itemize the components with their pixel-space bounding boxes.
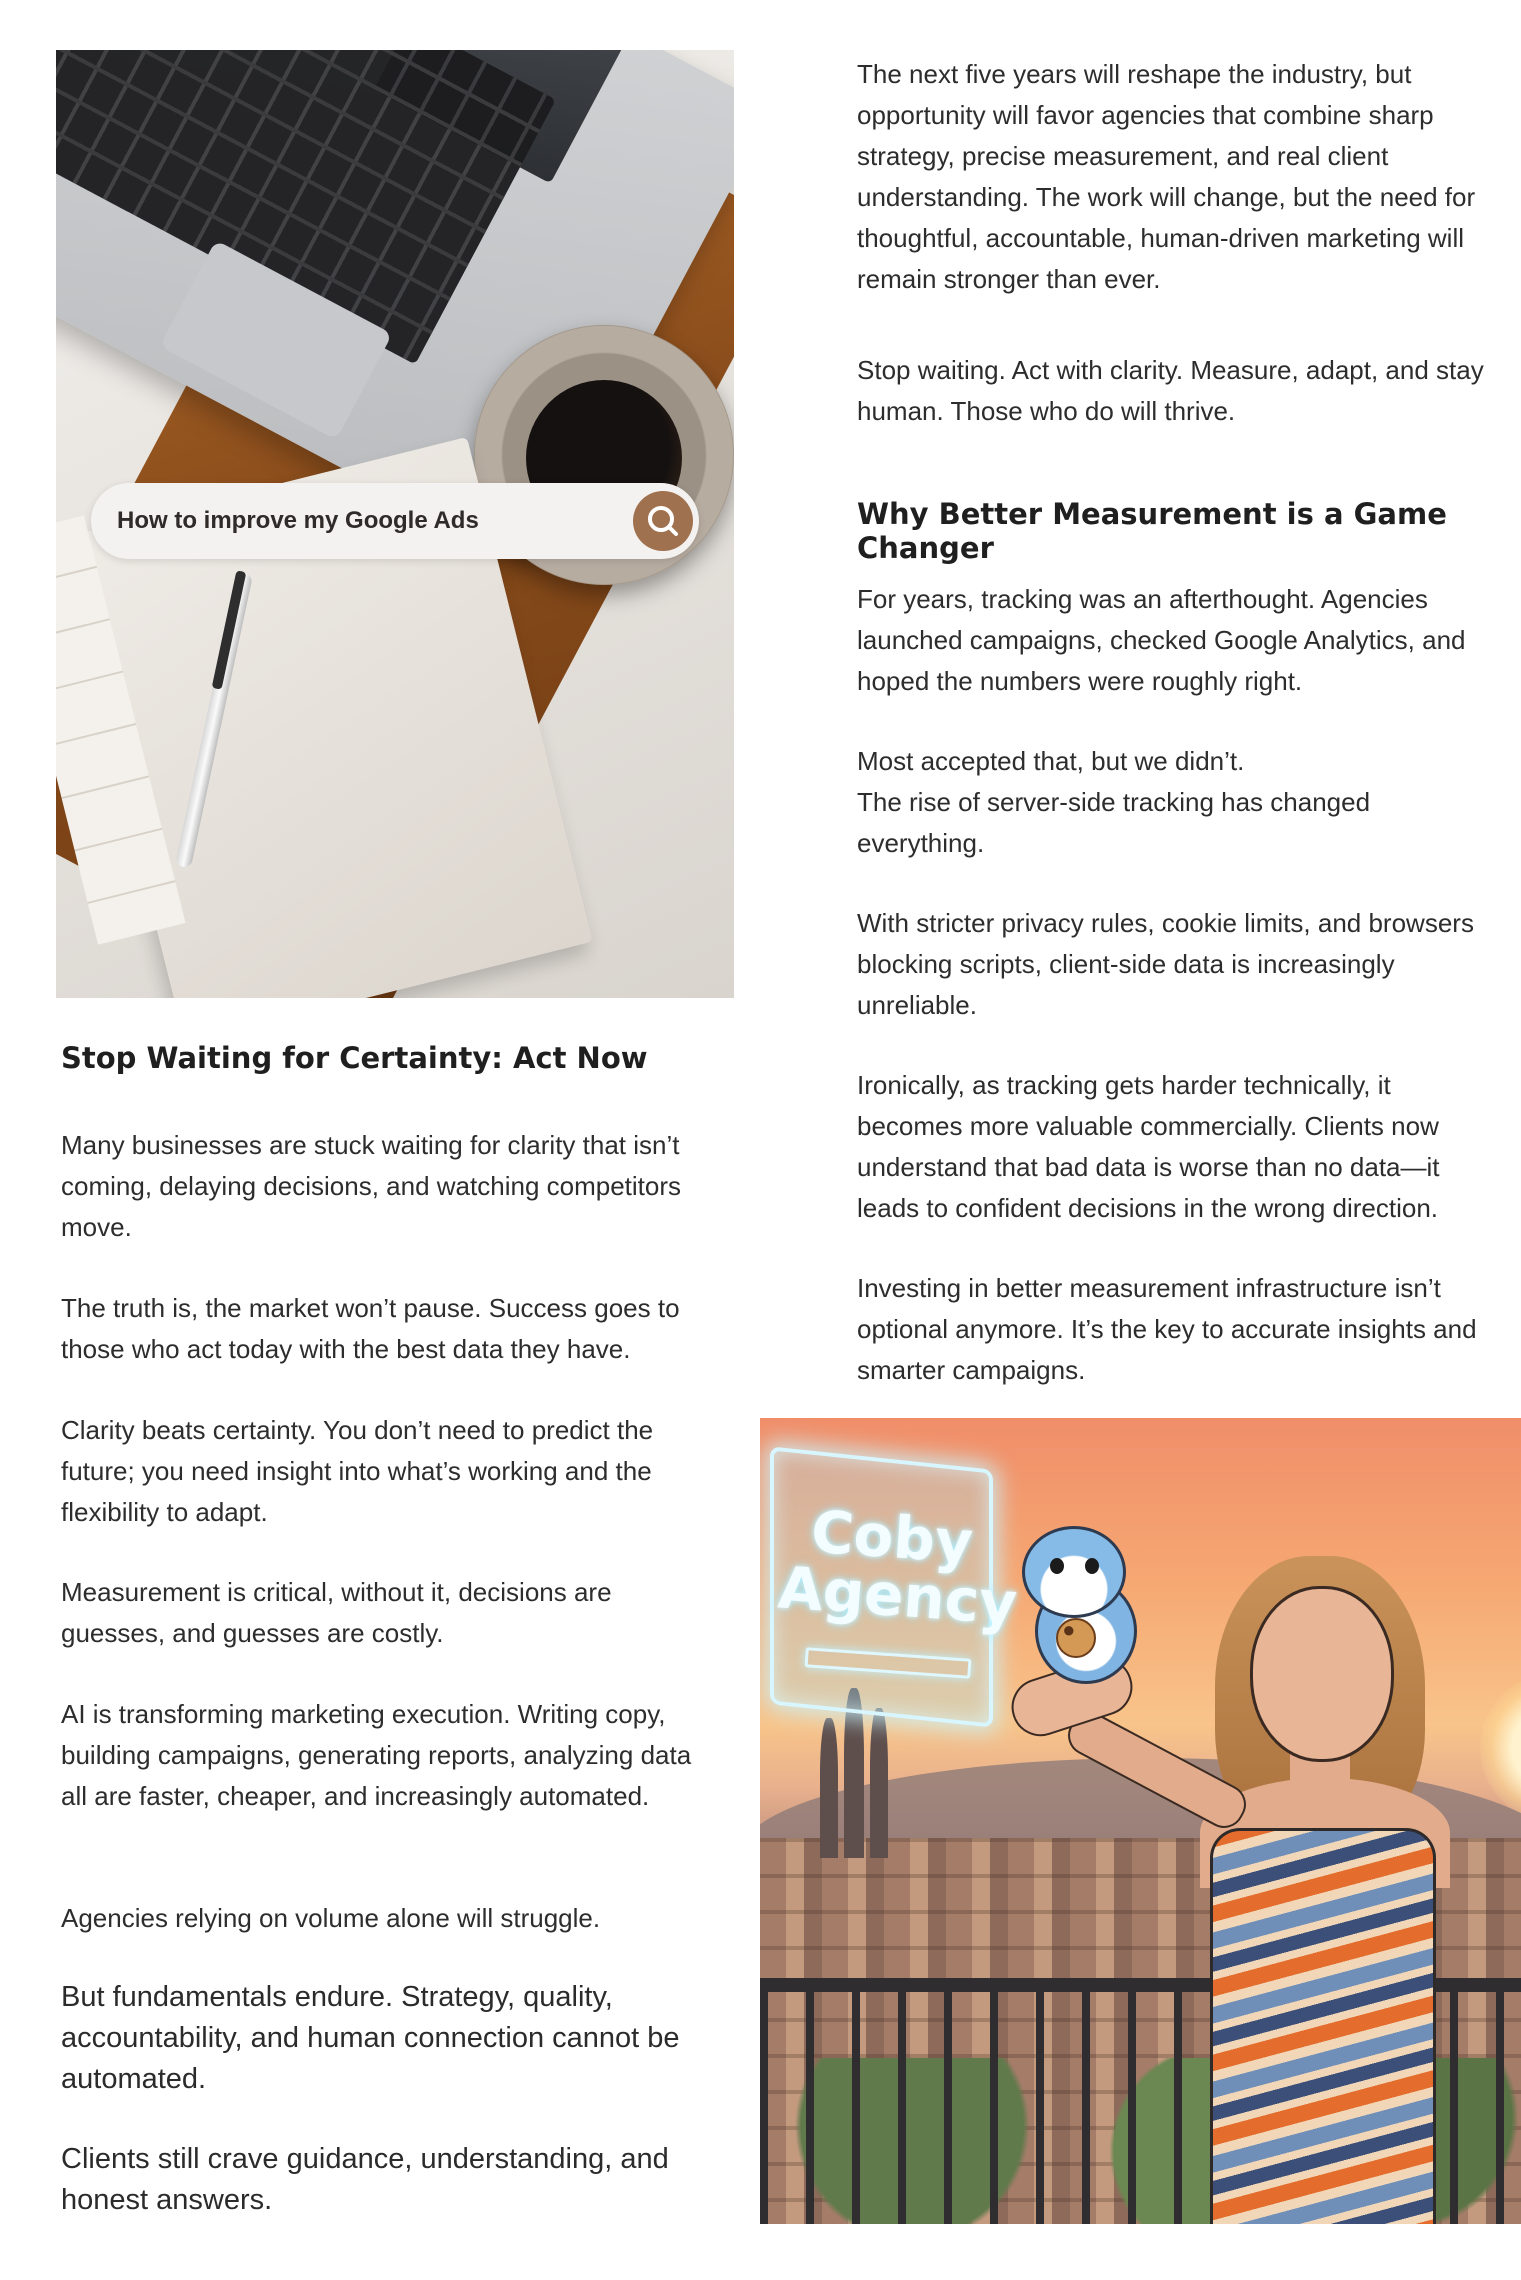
right-paragraph-4: Ironically, as tracking gets harder technically, it becomes more valuable commercially. Clients now understand that bad data is worse than no data—it leads to confident decisions in the wrong direction. xyxy=(857,1070,1440,1223)
hero-image xyxy=(56,50,734,998)
left-paragraph-2: The truth is, the market won’t pause. Success goes to those who act today with the best data they have. xyxy=(61,1293,680,1364)
hamster-eye xyxy=(1050,1558,1064,1574)
left-paragraph-8: Clients still crave guidance, understanding, and honest answers. xyxy=(61,2143,669,2216)
left-paragraph-1: Many businesses are stuck waiting for clarity that isn’t coming, delaying decisions, and watching competitors move. xyxy=(61,1130,682,1242)
search-icon xyxy=(643,501,683,541)
left-heading: Stop Waiting for Certainty: Act Now xyxy=(61,1041,648,1075)
left-paragraph-7: But fundamentals endure. Strategy, quality, accountability, and human connection cannot be automated. xyxy=(61,1981,680,2095)
cathedral-spire xyxy=(870,1708,888,1858)
left-paragraph-3: Clarity beats certainty. You don’t need to predict the future; you need insight into what’s working and the flexibility to adapt. xyxy=(61,1415,654,1527)
search-button xyxy=(633,491,693,551)
woman-face xyxy=(1250,1586,1394,1762)
search-bar-text: How to improve my Google Ads xyxy=(117,507,479,534)
woman-dress xyxy=(1210,1828,1436,2224)
right-heading: Why Better Measurement is a Game Changer xyxy=(857,497,1447,565)
right-paragraph-5: Investing in better measurement infrastructure isn’t optional anymore. It’s the key to accurate insights and smarter campaigns. xyxy=(857,1273,1477,1385)
cathedral-spire xyxy=(820,1718,838,1858)
right-intro-paragraph-2: Stop waiting. Act with clarity. Measure, adapt, and stay human. Those who do will thrive. xyxy=(857,355,1484,426)
left-paragraph-6: Agencies relying on volume alone will struggle. xyxy=(61,1903,601,1933)
hologram-sign-text: Coby Agency xyxy=(775,1497,1020,1638)
right-paragraph-2: Most accepted that, but we didn’t. The rise of server-side tracking has changed everything. xyxy=(857,746,1371,858)
right-paragraph-3: With stricter privacy rules, cookie limits, and browsers blocking scripts, client-side data is increasingly unreliable. xyxy=(857,908,1474,1020)
cookie-icon xyxy=(1056,1618,1096,1658)
left-paragraph-5: AI is transforming marketing execution. Writing copy, building campaigns, generating reports, analyzing data all are faster, cheaper, and increasingly automated. xyxy=(61,1699,692,1811)
right-paragraph-1: For years, tracking was an afterthought. Agencies launched campaigns, checked Google Analytics, and hoped the numbers were roughly right. xyxy=(857,584,1466,696)
hamster-eye xyxy=(1085,1558,1099,1574)
hamster-head xyxy=(1022,1526,1126,1618)
right-intro-paragraph-1: The next five years will reshape the industry, but opportunity will favor agencies that combine sharp strategy, precise measurement, and real client understanding. The work will change, but the need for thoughtful, accountable, human-driven marketing will remain stronger than ever. xyxy=(857,59,1476,294)
left-paragraph-4: Measurement is critical, without it, decisions are guesses, and guesses are costly. xyxy=(61,1577,612,1648)
agency-illustration xyxy=(760,1418,1521,2224)
search-bar xyxy=(91,483,699,559)
